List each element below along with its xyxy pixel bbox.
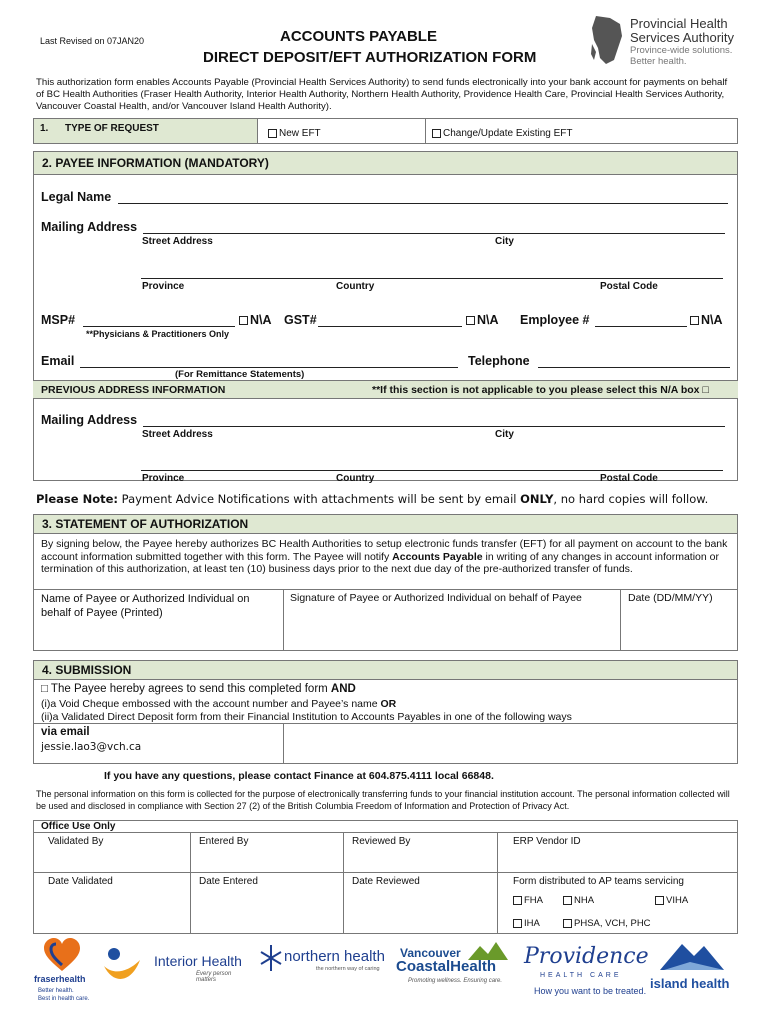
authorization-text: By signing below, the Payee hereby authorizes BC Health Authorities to setup electronic funds transfer (EFT) for all payment on account to the bank account information submitted together with this form. The Payee will notify Accounts Payable in writing of any changes in account information or termination of this authorization, at least ten (10) business days prior to the next due day of the pre-authorized transfer of funds. bbox=[41, 538, 728, 575]
employee-label: Employee # bbox=[520, 313, 590, 327]
phsa-name-line2: Services Authority bbox=[630, 30, 735, 45]
distributed-label: Form distributed to AP teams servicing bbox=[513, 876, 684, 887]
phsa-name-line1: Provincial Health bbox=[630, 16, 728, 31]
vch-name-line1: Vancouver bbox=[400, 946, 461, 960]
nha-checkbox[interactable] bbox=[563, 896, 572, 905]
prev-postal-code-label: Postal Code bbox=[600, 473, 658, 484]
physicians-note: **Physicians & Practitioners Only bbox=[86, 329, 230, 339]
office-use-title: Office Use Only bbox=[41, 821, 116, 832]
island-health-logo bbox=[646, 940, 738, 996]
employee-na[interactable]: N\A bbox=[690, 313, 723, 327]
interior-figure-icon bbox=[100, 944, 146, 990]
fraser-tag2: Best in health care. bbox=[38, 996, 90, 1002]
interior-tag: Every person matters bbox=[196, 971, 232, 983]
msp-na[interactable]: N\A bbox=[239, 313, 272, 327]
erp-vendor-field[interactable]: ERP Vendor ID bbox=[513, 836, 581, 847]
prev-address-line2-field[interactable] bbox=[141, 470, 723, 471]
city-label: City bbox=[495, 236, 514, 247]
prev-mailing-address-label: Mailing Address bbox=[41, 413, 138, 427]
prev-mailing-address-field[interactable] bbox=[143, 426, 725, 427]
previous-address-note[interactable]: **If this section is not applicable to you please select this N/A box □ bbox=[372, 384, 709, 396]
section3-header: 3. STATEMENT OF AUTHORIZATION bbox=[33, 514, 738, 534]
prev-street-address-label: Street Address bbox=[142, 429, 213, 440]
employee-na-checkbox[interactable] bbox=[690, 316, 699, 325]
option-new-eft[interactable] bbox=[268, 128, 321, 139]
bc-map-icon bbox=[590, 14, 624, 66]
interior-health-logo bbox=[100, 944, 252, 994]
questions-contact: If you have any questions, please contact Finance at 604.875.4111 local 66848. bbox=[104, 770, 494, 782]
fraser-name: fraserhealth bbox=[34, 974, 86, 984]
legal-name-label: Legal Name bbox=[41, 190, 112, 204]
providence-sub: HEALTH CARE bbox=[540, 972, 622, 979]
reviewed-by-field[interactable]: Reviewed By bbox=[352, 836, 411, 847]
island-mountain-icon bbox=[660, 940, 724, 972]
prev-province-label: Province bbox=[142, 473, 185, 484]
providence-name: Providence bbox=[524, 944, 649, 969]
phsa-logo bbox=[590, 14, 740, 70]
phsa-tagline-line2: Better health. bbox=[630, 56, 687, 67]
section2-box bbox=[33, 151, 738, 481]
mailing-address-field[interactable] bbox=[143, 233, 725, 234]
team-fha[interactable]: FHA bbox=[513, 895, 543, 906]
prev-city-label: City bbox=[495, 429, 514, 440]
form-title-line2: DIRECT DEPOSIT/EFT AUTHORIZATION FORM bbox=[203, 49, 537, 66]
msp-na-checkbox[interactable] bbox=[239, 316, 248, 325]
fraser-tag1: Better health. bbox=[38, 988, 74, 994]
telephone-label: Telephone bbox=[468, 354, 530, 368]
section4-header: 4. SUBMISSION bbox=[33, 660, 738, 680]
phsa-checkbox[interactable] bbox=[563, 919, 572, 928]
date-entered-field[interactable]: Date Entered bbox=[199, 876, 258, 887]
street-address-label: Street Address bbox=[142, 236, 213, 247]
signature-field[interactable]: Signature of Payee or Authorized Individual on behalf of Payee bbox=[290, 592, 582, 604]
vch-logo bbox=[396, 940, 516, 990]
change-eft-label: Change/Update Existing EFT bbox=[443, 128, 573, 139]
payee-name-field[interactable]: Name of Payee or Authorized Individual on behalf of Payee (Printed) bbox=[41, 593, 250, 619]
date-validated-field[interactable]: Date Validated bbox=[48, 876, 113, 887]
intro-text: This authorization form enables Accounts Payable (Provincial Health Services Authority) to send funds electronically into your bank account for payments on behalf of BC Health Authorities (Fraser Health Authority, Interior Health Authority, Northern Health Authority, Providence Health Care, Provincial Health Services Authority, Vancouver Coastal Health, and/or Vancouver Island Health Authority). bbox=[36, 77, 728, 112]
date-reviewed-field[interactable]: Date Reviewed bbox=[352, 876, 420, 887]
team-viha[interactable]: VIHA bbox=[655, 895, 688, 906]
privacy-statement: The personal information on this form is collected for the purpose of electronically transferring funds to your financial institution account. The personal information collected will be used and disclosed in compliance with Section 27 (2) of the British Columbia Freedom of Information and Protection of Privacy Act. bbox=[36, 789, 730, 811]
northern-tag: the northern way of caring bbox=[316, 966, 380, 972]
prev-country-label: Country bbox=[336, 473, 375, 484]
new-eft-label: New EFT bbox=[279, 128, 321, 139]
new-eft-checkbox[interactable] bbox=[268, 129, 277, 138]
option-change-eft[interactable] bbox=[432, 128, 573, 139]
section3-box bbox=[33, 514, 738, 651]
email-field[interactable] bbox=[80, 367, 458, 368]
province-label: Province bbox=[142, 281, 185, 292]
providence-logo bbox=[510, 942, 649, 998]
telephone-field[interactable] bbox=[538, 367, 730, 368]
employee-field[interactable] bbox=[595, 326, 687, 327]
team-nha[interactable]: NHA bbox=[563, 895, 594, 906]
northern-health-logo bbox=[260, 942, 390, 982]
northern-name: northern health bbox=[284, 948, 385, 965]
entered-by-field[interactable]: Entered By bbox=[199, 836, 249, 847]
gst-na-checkbox[interactable] bbox=[466, 316, 475, 325]
viha-checkbox[interactable] bbox=[655, 896, 664, 905]
submission-email-link[interactable]: jessie.lao3@vch.ca bbox=[41, 741, 142, 753]
interior-name: Interior Health bbox=[154, 953, 242, 969]
section1-number: 1. bbox=[40, 123, 49, 134]
submission-agree[interactable]: □ The Payee hereby agrees to send this completed form AND bbox=[41, 683, 356, 695]
vch-name-line2: CoastalHealth bbox=[396, 958, 497, 975]
msp-field[interactable] bbox=[83, 326, 235, 327]
remittance-note: (For Remittance Statements) bbox=[175, 369, 305, 380]
team-phsa[interactable]: PHSA, VCH, PHC bbox=[563, 918, 651, 929]
postal-code-label: Postal Code bbox=[600, 281, 658, 292]
island-name: island health bbox=[650, 976, 730, 991]
change-eft-checkbox[interactable] bbox=[432, 129, 441, 138]
legal-name-field[interactable] bbox=[118, 203, 728, 204]
submission-item2: (ii)a Validated Direct Deposit form from their Financial Institution to Accounts Payables in one of the following ways bbox=[41, 711, 572, 723]
gst-field[interactable] bbox=[318, 326, 462, 327]
gst-label: GST# bbox=[284, 313, 317, 327]
country-label: Country bbox=[336, 281, 375, 292]
email-label: Email bbox=[41, 354, 75, 368]
providence-tag: How you want to be treated. bbox=[534, 986, 647, 996]
iha-checkbox[interactable] bbox=[513, 919, 522, 928]
fraser-heart-icon bbox=[42, 937, 82, 973]
gst-na[interactable]: N\A bbox=[466, 313, 499, 327]
validated-by-field[interactable]: Validated By bbox=[48, 836, 104, 847]
section2-header: 2. PAYEE INFORMATION (MANDATORY) bbox=[33, 151, 738, 175]
revised-date: Last Revised on 07JAN20 bbox=[40, 36, 145, 46]
via-email-label: via email bbox=[41, 726, 90, 738]
address-line2-field[interactable] bbox=[141, 278, 723, 279]
northern-snowflake-icon bbox=[260, 944, 282, 972]
msp-label: MSP# bbox=[41, 313, 76, 327]
phsa-tagline-line1: Province-wide solutions. bbox=[630, 45, 733, 56]
fha-checkbox[interactable] bbox=[513, 896, 522, 905]
form-title-line1: ACCOUNTS PAYABLE bbox=[280, 28, 437, 45]
mailing-address-label: Mailing Address bbox=[41, 220, 138, 234]
section1-title: TYPE OF REQUEST bbox=[65, 123, 159, 134]
previous-address-title: PREVIOUS ADDRESS INFORMATION bbox=[41, 384, 226, 396]
team-iha[interactable]: IHA bbox=[513, 918, 540, 929]
vch-tag: Promoting wellness. Ensuring care. bbox=[408, 978, 503, 984]
submission-item1: (i)a Void Cheque embossed with the account number and Payee’s name OR bbox=[41, 698, 397, 710]
please-note: Please Note: Payment Advice Notifications with attachments will be sent by email ONLY, no hard copies will follow. bbox=[36, 492, 709, 506]
date-field[interactable]: Date (DD/MM/YY) bbox=[628, 592, 713, 604]
fraser-health-logo bbox=[34, 937, 94, 1007]
